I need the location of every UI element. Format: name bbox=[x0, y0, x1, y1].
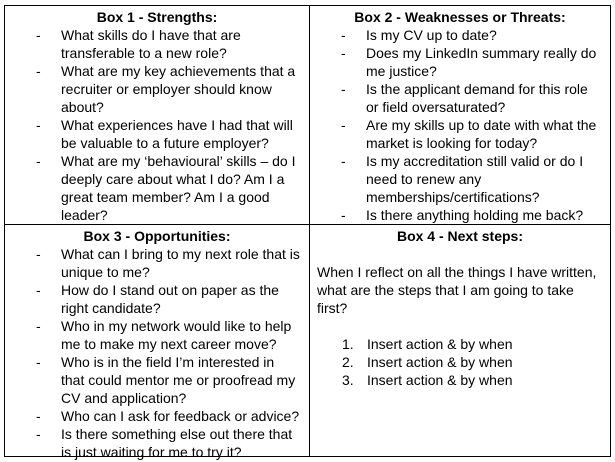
action-item: 3. Insert action & by when bbox=[342, 372, 513, 388]
list-item: - What are my key achievements that a recruiter or employer should know about? bbox=[36, 63, 296, 115]
actions-list bbox=[310, 335, 610, 389]
swot-table bbox=[4, 5, 611, 460]
box-next-steps-title: Box 4 - Next steps: bbox=[396, 228, 524, 244]
list-item: - Are my skills up to date with what the market is looking for today? bbox=[341, 117, 597, 151]
list-item: - Is there anything holding me back? bbox=[341, 207, 584, 223]
list-item: - Who in my network would like to help me to make my next career move? bbox=[36, 318, 292, 352]
list-item: - Is my accreditation still valid or do I need to renew any memberships/certifications? bbox=[341, 153, 584, 205]
box-opportunities-title: Box 3 - Opportunities: bbox=[83, 228, 231, 244]
box-next-steps bbox=[310, 225, 610, 456]
list-item: - Who can I ask for feedback or advice? bbox=[36, 408, 300, 424]
list-item: - Is the applicant demand for this role or field oversaturated? bbox=[341, 81, 588, 115]
list-item: - Is my CV up to date? bbox=[341, 27, 497, 43]
list-item: - Who is in the field I’m interested in that could mentor me or proofread my CV and application? bbox=[36, 354, 296, 406]
box-weaknesses-title: Box 2 - Weaknesses or Threats: bbox=[354, 9, 566, 25]
box-strengths bbox=[5, 6, 310, 225]
box-weaknesses bbox=[310, 6, 610, 225]
box-strengths-title: Box 1 - Strengths: bbox=[96, 9, 218, 25]
action-item: 2. Insert action & by when bbox=[342, 354, 513, 370]
next-steps-intro: When I reflect on all the things I have written, what are the steps that I am going to take first? bbox=[317, 264, 597, 316]
action-item: 1. Insert action & by when bbox=[342, 336, 513, 352]
weaknesses-list bbox=[310, 26, 610, 224]
opportunities-list bbox=[5, 245, 309, 461]
box-opportunities bbox=[5, 225, 310, 460]
list-item: - What are my ‘behavioural’ skills – do I deeply care about what I do? Am I a great team member? Am I a good leader? bbox=[36, 153, 296, 223]
list-item: - What skills do I have that are transferable to a new role? bbox=[36, 27, 241, 61]
list-item: - Does my LinkedIn summary really do me justice? bbox=[341, 45, 597, 79]
list-item: - What experiences have I had that will be valuable to a future employer? bbox=[36, 117, 293, 151]
strengths-list bbox=[5, 26, 309, 224]
list-item: - Is there something else out there that is just waiting for me to try it? bbox=[36, 426, 293, 460]
list-item: - What can I bring to my next role that is unique to me? bbox=[36, 246, 300, 280]
list-item: - How do I stand out on paper as the right candidate? bbox=[36, 282, 279, 316]
